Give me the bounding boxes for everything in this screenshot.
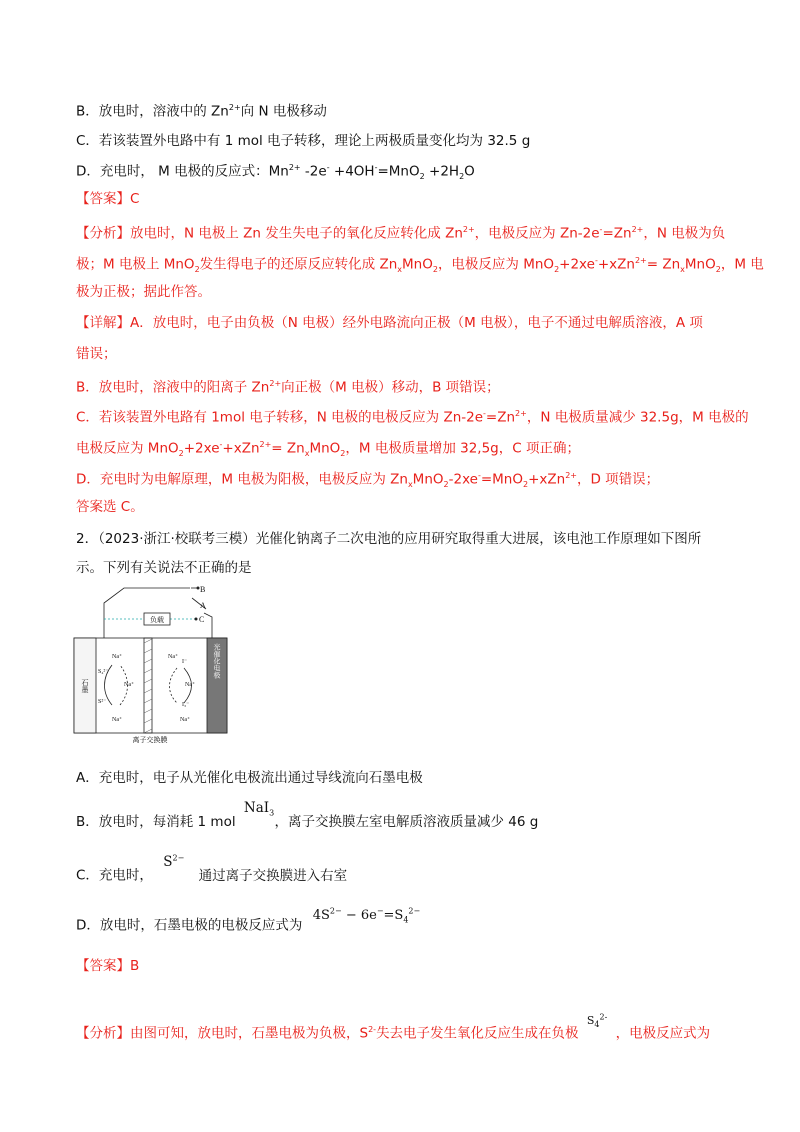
label-na-3: Na⁺ (112, 717, 123, 723)
q1-detail-line-6: D．充电时为电解原理，M 电极为阳极，电极反应为 $Zn_xMnO_2-2xe^-=MnO_2+xZn^{2+}$，D 项错误； (76, 471, 660, 490)
q1-option-b: B．放电时，溶液中的 $Zn^{2+}$向 N 电极移动 (76, 103, 327, 120)
q1-detail-line-3: B．放电时，溶液中的阳离子 $Zn^{2+}$向正极（M 电极）移动，B 项错误； (76, 379, 500, 396)
q1-option-d: D．充电时， M 电极的反应式：$Mn^{2+}$ $-2e^- +4OH^-=MnO_2 +2H_2O$ (76, 163, 475, 182)
label-na-2: Na⁺ (124, 682, 135, 688)
label-load: 负载 (150, 616, 164, 624)
terminal-c (195, 618, 198, 621)
label-membrane: 离子交换膜 (132, 736, 168, 743)
q1-detail-line-4: C．若该装置外电路有 1mol 电子转移，N 电极的电极反应为 $Zn-2e^-=Zn^{2+}$，N 电极质量减少 32.5g，M 电极的 (76, 409, 749, 426)
q1-detail-line-2: 错误； (76, 346, 117, 362)
wire-right (204, 613, 212, 638)
q1-detail-line-5: 电极反应为 $MnO_2+2xe^-+xZn^{2+}= Zn_xMnO_2$，M 电极质量增加 32,5g，C 项正确； (76, 440, 580, 459)
label-graphite: 石墨 (81, 679, 89, 693)
label-na-6: Na⁺ (180, 717, 191, 723)
cell-outline (74, 638, 227, 733)
q2-option-d: D．放电时，石墨电极的电极反应式为 $4S^{2-} - 6e^-=S_4^{2-}$ (76, 907, 421, 934)
q2-answer: 【答案】B (76, 958, 140, 974)
q1-detail-line-7: 答案选 C。 (76, 499, 144, 515)
label-b: B (200, 585, 206, 594)
battery-diagram (72, 583, 232, 743)
q1-option-c: C．若该装置外电路中有 1 mol 电子转移，理论上两极质量变化均为 32.5 g (76, 133, 531, 149)
q2-option-b: B．放电时，每消耗 1 mol NaI$_3$ ，离子交换膜左室电解质溶液质量减少 46 g (76, 800, 539, 830)
label-na-1: Na⁺ (112, 654, 123, 660)
label-na-4: Na⁺ (168, 654, 179, 660)
discharge-equation: $4S^{2-} - 6e^-=S_4^{2-}$ (312, 907, 421, 925)
q1-analysis-line-1: 【分析】放电时，N 电极上 Zn 发生失电子的氧化反应转化成 $Zn^{2+}$，电极反应为 $Zn-2e^-=Zn^{2+}$，N 电极为负 (76, 225, 726, 242)
q2-stem-line-2: 示。下列有关说法不正确的是 (76, 560, 252, 576)
q1-analysis-line-2: 极；M 电极上 MnO$_2$发生得电子的还原反应转化成 $Zn_xMnO_2$，电极反应为 $MnO_2+2xe^-+xZn^{2+}= Zn_xMnO_2$，M 电 (76, 256, 764, 275)
nai3-formula: NaI$_3$ (243, 800, 275, 818)
q1-detail-line-1: 【详解】A．放电时，电子由负极（N 电极）经外电路流向正极（M 电极），电子不通过电解质溶液，A 项 (76, 315, 703, 331)
right-cycle-arrow-a (170, 668, 178, 703)
q2-stem-line-1: 2．（2023·浙江·校联考三模）光催化钠离子二次电池的应用研究取得重大进展，该电池工作原理如下图所 (76, 531, 702, 547)
label-s4: S₄²⁻ (98, 669, 109, 675)
label-a: A (200, 601, 206, 610)
q2-analysis: 【分析】由图可知，放电时，石墨电极为负极，$S^{2-}$失去电子发生氧化反应生成在负极 $^{S_4^{2-}}$ ，电极反应式为 (76, 1011, 711, 1042)
s2-formula: $S^{2-}$ (163, 853, 185, 870)
q2-option-c: C．充电时， $S^{2-}$ 通过离子交换膜进入右室 (76, 853, 348, 884)
label-i: I⁻ (182, 659, 188, 665)
label-c: C (199, 615, 205, 624)
label-photocatalytic: 光催化电极 (213, 643, 221, 679)
q1-answer: 【答案】C (76, 191, 140, 207)
label-s2: S²⁻ (98, 699, 107, 705)
s4-formula: S42- (586, 1011, 608, 1029)
q2-option-a: A．充电时，电子从光催化电极流出通过导线流向石墨电极 (76, 770, 423, 786)
label-i3: I₃⁻ (182, 702, 190, 708)
label-na-5: Na⁺ (185, 682, 196, 688)
q1-analysis-line-3: 极为正极；据此作答。 (76, 284, 211, 300)
